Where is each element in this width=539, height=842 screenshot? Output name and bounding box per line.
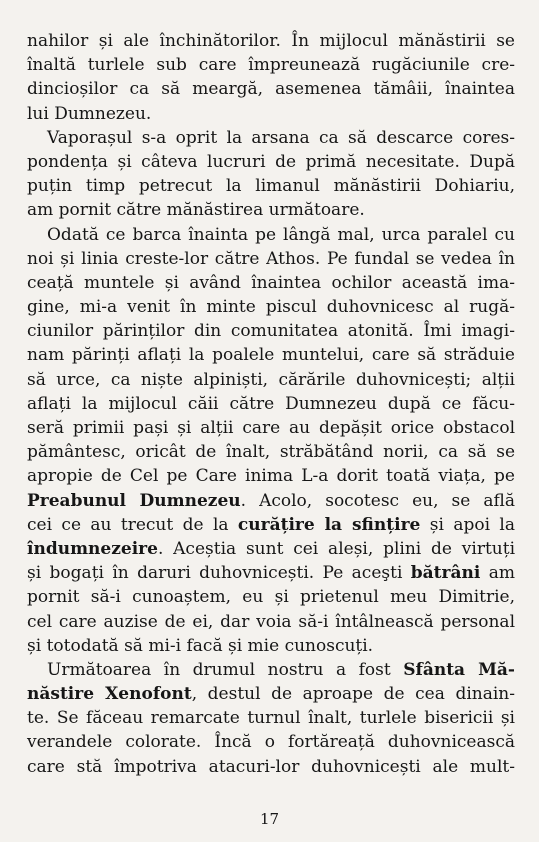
text-run: . Aceștia sunt cei aleși, plini de virtuți [157, 538, 515, 559]
bold-text: bătrâni [410, 563, 481, 584]
text-run: nahilor și ale închinătorilor. În mijlocul mănăstirii se [27, 31, 515, 51]
text-line [27, 537, 515, 561]
text-line [27, 513, 515, 537]
bold-text: Preabunul Dumnezeu [27, 490, 241, 511]
paragraph [27, 658, 515, 779]
text-line [27, 610, 515, 634]
text-run: să urce, ca niște alpiniști, cărările duhovnicești; alții [27, 369, 515, 390]
text-run: cei ce au trecut de la [27, 514, 238, 535]
text-run: ceață muntele și având înaintea ochilor această ima- [27, 272, 515, 293]
text-run: ciunilor părinților din comunitatea atonită. Îmi imagi- [27, 321, 515, 342]
text-run: am [480, 563, 515, 584]
text-line [27, 368, 515, 392]
text-line [27, 126, 515, 150]
text-run: și bogați în daruri duhovnicești. Pe aceşti [27, 563, 411, 584]
bold-text: curățire la sfințire [237, 514, 421, 535]
text-run: Vaporașul s-a oprit la arsana ca să descarce cores- [47, 127, 515, 148]
text-line [27, 585, 515, 609]
paragraph [27, 223, 515, 658]
text-run: cel care auzise de ei, dar voia să-i întâlnească personal [27, 611, 515, 632]
text-line [27, 489, 515, 513]
text-line [27, 77, 515, 101]
text-run: nam părinți aflați la poalele muntelui, care să străduie [27, 345, 515, 366]
text-line [27, 464, 515, 488]
text-run: pondența și câteva lucruri de primă necesitate. După [27, 151, 515, 172]
text-line [27, 634, 515, 658]
text-run: apropie de Cel pe Care inima L-a dorit toată viața, pe [27, 466, 515, 487]
text-run: noi și linia creste-lor către Athos. Pe fundal se vedea în [27, 248, 515, 269]
text-run: pământesc, oricât de înalt, străbătând norii, ca să se [27, 442, 515, 463]
text-line [27, 682, 515, 706]
text-run: te. Se făceau remarcate turnul înalt, turlele bisericii și [27, 708, 515, 729]
text-run: . Acolo, socotesc eu, se află [240, 490, 515, 511]
text-line [27, 295, 515, 319]
text-run: aflați la mijlocul căii către Dumnezeu după ce făcu- [27, 393, 515, 414]
text-run: gine, mi-a venit în minte piscul duhovnicesc al rugă- [27, 297, 515, 318]
text-line [27, 755, 515, 779]
text-run: dincioșilor ca să meargă, asemenea tămâii, înaintea [27, 79, 515, 100]
body-text [27, 29, 515, 779]
text-line [27, 440, 515, 464]
text-line [27, 319, 515, 343]
text-line [27, 29, 515, 53]
bold-text: îndumnezeire [27, 538, 158, 559]
text-line [27, 658, 515, 682]
text-run: seră primii pași și alții care au depășit orice obstacol [27, 418, 515, 438]
text-run: Odată ce barca înainta pe lângă mal, urca paralel cu [47, 224, 515, 245]
text-run: pornit să-i cunoaștem, eu și prietenul meu Dimitrie, [27, 587, 515, 608]
text-line [27, 561, 515, 585]
text-line [27, 247, 515, 271]
text-line [27, 392, 515, 416]
text-line [27, 271, 515, 295]
text-line [27, 150, 515, 174]
text-run: puțin timp petrecut la limanul mănăstirii Dohiariu, [27, 176, 515, 197]
bold-text: năstire Xenofont [27, 684, 192, 705]
text-line [27, 174, 515, 198]
text-run: am pornit către mănăstirea următoare. [27, 200, 365, 221]
text-line [27, 102, 515, 126]
text-line [27, 343, 515, 367]
text-run: verandele colorate. Încă o fortăreață duhovnicească [27, 732, 515, 753]
text-line [27, 416, 515, 440]
page-number: 17 [259, 810, 280, 828]
text-run: , destul de aproape de cea dinain- [191, 684, 515, 705]
text-line [27, 706, 515, 730]
bold-text: Sfânta Mă- [403, 659, 515, 680]
paragraph [27, 126, 515, 223]
text-line [27, 223, 515, 247]
text-run: și apoi la [420, 514, 515, 535]
text-line [27, 53, 515, 77]
text-run: și totodată să mi-i facă și mie cunoscuți. [27, 635, 374, 656]
text-run: lui Dumnezeu. [27, 103, 152, 124]
paragraph [27, 29, 515, 126]
text-line [27, 198, 515, 222]
text-run: Următoarea în drumul nostru a fost [47, 659, 404, 680]
text-run: înaltă turlele sub care împreunează rugăciunile cre- [27, 55, 515, 76]
text-run: care stă împotriva atacuri-lor duhovnicești ale mult- [27, 756, 515, 777]
text-line [27, 730, 515, 754]
